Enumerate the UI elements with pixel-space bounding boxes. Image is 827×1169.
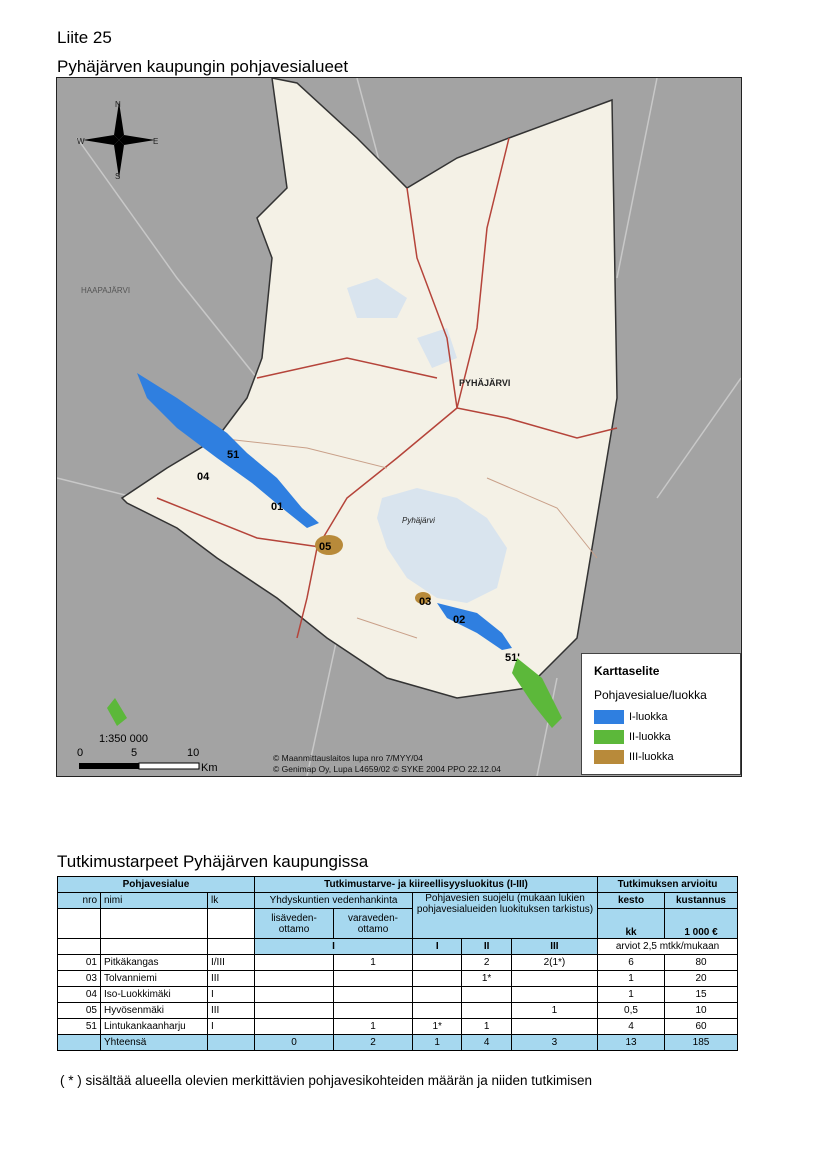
legend-swatch-blue bbox=[594, 710, 624, 724]
scale-ratio: 1:350 000 bbox=[99, 733, 148, 745]
header-suojelu: Pohjavesien suojelu (mukaan lukien pohjavesialueiden luokituksen tarkistus) bbox=[413, 893, 598, 939]
table-cell bbox=[334, 1003, 413, 1019]
map-legend bbox=[581, 653, 741, 775]
table-cell: 1* bbox=[462, 971, 511, 987]
table-row bbox=[58, 1003, 738, 1019]
table-cell: 03 bbox=[58, 971, 101, 987]
table-cell: 1 bbox=[334, 955, 413, 971]
header-nro: nro bbox=[58, 893, 101, 909]
header-blank-2 bbox=[101, 909, 208, 939]
table-cell: 4 bbox=[598, 1019, 665, 1035]
header-nimi: nimi bbox=[101, 893, 208, 909]
table-cell bbox=[255, 1019, 334, 1035]
table-cell: Lintukankaanharju bbox=[101, 1019, 208, 1035]
table-cell: 1* bbox=[413, 1019, 462, 1035]
header-lk: lk bbox=[208, 893, 255, 909]
header-blank-5 bbox=[101, 939, 208, 955]
table-cell bbox=[255, 987, 334, 1003]
compass-n: N bbox=[115, 100, 121, 109]
table-cell bbox=[255, 1003, 334, 1019]
table-cell bbox=[511, 987, 597, 1003]
area-label-03: 03 bbox=[419, 596, 432, 608]
total-row: Yhteensä 0 2 1 4 3 13 185 bbox=[58, 1035, 738, 1051]
area-label-02: 02 bbox=[453, 614, 466, 626]
header-kustannus: kustannus bbox=[665, 893, 738, 909]
table-cell: 04 bbox=[58, 987, 101, 1003]
table-cell bbox=[413, 971, 462, 987]
table-title: Tutkimustarpeet Pyhäjärven kaupungissa bbox=[57, 852, 369, 871]
table-cell bbox=[413, 1003, 462, 1019]
table-cell: I/III bbox=[208, 955, 255, 971]
lake-label: Pyhäjärvi bbox=[402, 516, 435, 525]
table-cell: 1 bbox=[511, 1003, 597, 1019]
header-class-i: I bbox=[413, 939, 462, 955]
scale-tick-5: 5 bbox=[131, 747, 138, 759]
table-cell: 10 bbox=[665, 1003, 738, 1019]
header-yhdys: Yhdyskuntien vedenhankinta bbox=[255, 893, 413, 909]
table-cell: I bbox=[208, 987, 255, 1003]
table-cell: 15 bbox=[665, 987, 738, 1003]
groundwater-map bbox=[56, 77, 742, 777]
legend-swatch-green bbox=[594, 730, 624, 744]
scale-tick-10: 10 bbox=[187, 747, 200, 759]
compass-s: S bbox=[115, 172, 121, 181]
compass-w: W bbox=[77, 137, 85, 146]
table-cell: 60 bbox=[665, 1019, 738, 1035]
header-class-iii: III bbox=[511, 939, 597, 955]
town-label: PYHÄJÄRVI bbox=[459, 378, 511, 388]
table-cell: 51 bbox=[58, 1019, 101, 1035]
scale-bar bbox=[75, 733, 235, 774]
header-blank-3 bbox=[208, 909, 255, 939]
legend-swatch-brown bbox=[594, 750, 624, 764]
map-credits: © Maanmittauslaitos lupa nro 7/MYY/04 © Genimap Oy, Lupa L4659/02 © SYKE 2004 PPO 22.12.04 bbox=[273, 753, 501, 774]
header-pohjavesialue: Pohjavesialue bbox=[58, 877, 255, 893]
table-cell: I bbox=[208, 1019, 255, 1035]
map-title: Pyhäjärven kaupungin pohjavesialueet bbox=[57, 57, 349, 76]
table-row bbox=[58, 1019, 738, 1035]
header-arviot: arviot 2,5 mtkk/mukaan bbox=[598, 939, 738, 955]
table-cell: 2(1*) bbox=[511, 955, 597, 971]
header-class-ii: II bbox=[462, 939, 511, 955]
header-lisa: lisäveden-ottamo bbox=[255, 909, 334, 939]
table-cell: 80 bbox=[665, 955, 738, 971]
area-label-01: 01 bbox=[271, 501, 284, 513]
header-tutkimus: Tutkimustarve- ja kiireellisyysluokitus (I-III) bbox=[255, 877, 598, 893]
table-cell bbox=[334, 987, 413, 1003]
table-cell: III bbox=[208, 971, 255, 987]
table-row bbox=[58, 987, 738, 1003]
table-cell bbox=[255, 971, 334, 987]
table-cell: 01 bbox=[58, 955, 101, 971]
table-cell: 1 bbox=[334, 1019, 413, 1035]
table-cell: III bbox=[208, 1003, 255, 1019]
research-needs-table bbox=[57, 876, 738, 1051]
table-cell: 05 bbox=[58, 1003, 101, 1019]
area-label-04: 04 bbox=[197, 471, 210, 483]
haapajarvi-label: HAAPAJÄRVI bbox=[81, 286, 131, 295]
header-kesto: kesto bbox=[598, 893, 665, 909]
area-label-05: 05 bbox=[319, 541, 332, 553]
table-cell bbox=[413, 987, 462, 1003]
table-cell: 6 bbox=[598, 955, 665, 971]
table-cell bbox=[413, 955, 462, 971]
header-blank-4 bbox=[58, 939, 101, 955]
legend-item-1: I-luokka bbox=[594, 710, 668, 724]
header-class-i-yhdys: I bbox=[255, 939, 413, 955]
table-cell: 2 bbox=[462, 955, 511, 971]
legend-title: Karttaselite bbox=[594, 664, 660, 678]
table-cell: 0,5 bbox=[598, 1003, 665, 1019]
table-footnote: ( * ) sisältää alueella olevien merkittävien pohjavesikohteiden määrän ja niiden tutkimisen bbox=[60, 1073, 593, 1088]
table-cell bbox=[511, 971, 597, 987]
area-label-51: 51 bbox=[227, 449, 240, 461]
table-cell: 20 bbox=[665, 971, 738, 987]
legend-item-3: III-luokka bbox=[594, 750, 674, 764]
table-row bbox=[58, 971, 738, 987]
scale-unit: Km bbox=[201, 762, 218, 774]
table-cell bbox=[334, 971, 413, 987]
table-cell: Tolvanniemi bbox=[101, 971, 208, 987]
table-cell: Hyvösenmäki bbox=[101, 1003, 208, 1019]
table-cell bbox=[511, 1019, 597, 1035]
table-row bbox=[58, 955, 738, 971]
table-cell: Iso-Luokkimäki bbox=[101, 987, 208, 1003]
header-arvio: Tutkimuksen arvioitu bbox=[598, 877, 738, 893]
appendix-label: Liite 25 bbox=[57, 28, 112, 47]
table-cell: 1 bbox=[598, 971, 665, 987]
area-label-51b: 51' bbox=[505, 652, 520, 664]
legend-subtitle: Pohjavesialue/luokka bbox=[594, 688, 707, 702]
header-kk: kk bbox=[598, 909, 665, 939]
header-vara: varaveden-ottamo bbox=[334, 909, 413, 939]
table-cell: 1 bbox=[598, 987, 665, 1003]
table-cell: 1 bbox=[462, 1019, 511, 1035]
table-cell bbox=[462, 987, 511, 1003]
scale-tick-0: 0 bbox=[77, 747, 84, 759]
table-cell bbox=[255, 955, 334, 971]
table-cell: Pitkäkangas bbox=[101, 955, 208, 971]
compass-e: E bbox=[153, 137, 159, 146]
legend-item-2: II-luokka bbox=[594, 730, 671, 744]
header-blank-1 bbox=[58, 909, 101, 939]
header-eur: 1 000 € bbox=[665, 909, 738, 939]
header-blank-6 bbox=[208, 939, 255, 955]
table-cell bbox=[462, 1003, 511, 1019]
